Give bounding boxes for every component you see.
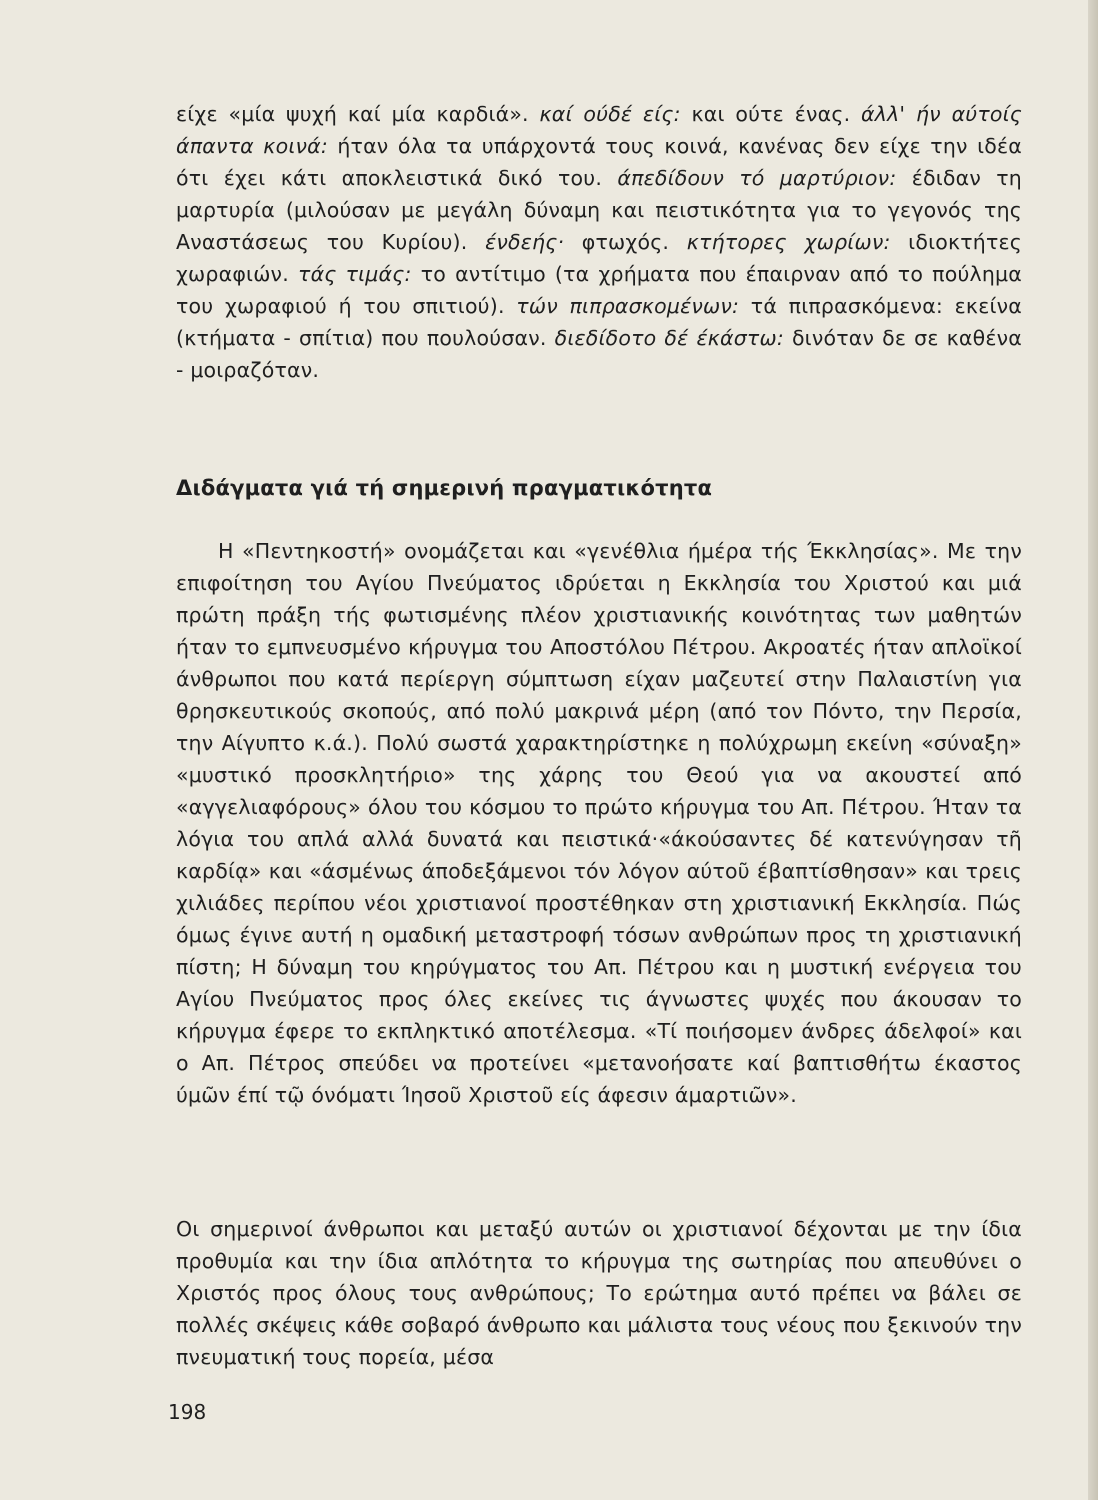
- glossary-segment: το αντίτιμο (τα χρήματα που έπαιρναν από το πούλημα του χωραφιού ή του σπιτιού).: [176, 262, 1022, 318]
- glossary-segment: ήταν όλα τα υπάρχοντά τους κοινά, κανένας δεν είχε την ιδέα ότι έχει κάτι αποκλειστικά δικό του.: [176, 134, 1022, 190]
- glossary-segment: ιδιοκτήτες χωραφιών.: [176, 230, 1023, 286]
- glossary-segment: φτωχός.: [564, 230, 687, 254]
- glossary-segment: είχε «μία ψυχή καί μία καρδιά».: [176, 102, 540, 126]
- glossary-segment: τά πιπρασκόμενα: εκείνα (κτήματα - σπίτια) που πουλούσαν.: [176, 294, 1022, 350]
- glossary-term: άπεδίδουν τό μαρτύριον:: [617, 166, 897, 190]
- glossary-segment: δινόταν δε σε καθένα - μοιραζόταν.: [176, 326, 1023, 382]
- section-heading: Διδάγματα γιά τή σημερινή πραγματικότητα: [176, 476, 713, 500]
- body-paragraph-1: Η «Πεντηκοστή» ονομάζεται και «γενέθλια ήμέρα τής Έκκλησίας». Με την επιφοίτηση του Αγίου Πνεύματος ιδρύεται η Εκκλησία του Χριστού και μιά πρώτη πράξη τής φωτισμένης πλέον χριστιανικής κοινότητας των μαθητών ήταν το εμπνευσμένο κήρυγμα του Αποστόλου Πέτρου. Ακροατές ήταν απλοϊκοί άνθρωποι που κατά περίεργη σύμπτωση είχαν μαζευτεί στην Παλαιστίνη για θρησκευτικούς σκοπούς, από πολύ μακρινά μέρη (από τον Πόντο, την Περσία, την Αίγυπτο κ.ά.). Πολύ σωστά χαρακτηρίστηκε η πολύχρωμη εκείνη «σύναξη» «μυστικό προσκλητήριο» της χάρης του Θεού για να ακουστεί από «αγγελιαφόρους» όλου του κόσμου το πρώτο κήρυγμα του Απ. Πέτρου. Ήταν τα λόγια του απλά αλλά δυνατά και πειστικά·«άκούσαντες δέ κατενύγησαν τῆ καρδίᾳ» και «άσμένως άποδεξάμενοι τόν λόγον αύτοῦ έβαπτίσθησαν» και τρεις χιλιάδες περίπου νέοι χριστιανοί προστέθηκαν στη χριστιανική Εκκλησία. Πώς όμως έγινε αυτή η ομαδική μεταστροφή τόσων ανθρώπων προς τη χριστιανική πίστη; Η δύναμη του κηρύγματος του Απ. Πέτρου και η μυστική ενέργεια του Αγίου Πνεύματος προς όλες εκείνες τις άγνωστες ψυχές που άκουσαν το κήρυγμα έφερε το εκπληκτικό αποτέλεσμα. «Τί ποιήσομεν άνδρες άδελφοί» και ο Απ. Πέτρος σπεύδει να προτείνει «μετανοήσατε καί βαπτισθήτω έκαστος ύμῶν έπί τῷ όνόματι Ίησοῦ Χριστοῦ είς άφεσιν άμαρτιῶν».: [176, 539, 1022, 1107]
- glossary-term: κτήτορες χωρίων:: [686, 230, 891, 254]
- glossary-segment: έδιδαν τη μαρτυρία (μιλούσαν με μεγάλη δύναμη και πειστικότητα για το γεγονός της Αναστάσεως του Κυρίου).: [176, 166, 1022, 254]
- page-edge: [1088, 0, 1098, 1500]
- glossary-term: διεδίδοτο δέ έκάστω:: [554, 326, 784, 350]
- glossary-term: ένδεής·: [485, 230, 565, 254]
- glossary-segment: και ούτε ένας.: [680, 102, 862, 126]
- glossary-term: καί ούδέ είς:: [539, 102, 681, 126]
- glossary-term: τών πιπρασκομένων:: [516, 294, 740, 318]
- glossary-term: τάς τιμάς:: [298, 262, 412, 286]
- body-paragraph-2: Οι σημερινοί άνθρωποι και μεταξύ αυτών οι χριστιανοί δέχονται με την ίδια προθυμία και την ίδια απλότητα το κήρυγμα της σωτηρίας που απευθύνει ο Χριστός προς όλους τους ανθρώπους; Το ερώτημα αυτό πρέπει να βάλει σε πολλές σκέψεις κάθε σοβαρό άνθρωπο και μάλιστα τους νέους που ξεκινούν την πνευματική τους πορεία, μέσα: [176, 1217, 1022, 1369]
- glossary-term: άλλ' ήν αύτοίς άπαντα κοινά:: [176, 102, 1022, 158]
- page-number: 198: [168, 1400, 207, 1424]
- glossary-paragraph: [176, 98, 1022, 386]
